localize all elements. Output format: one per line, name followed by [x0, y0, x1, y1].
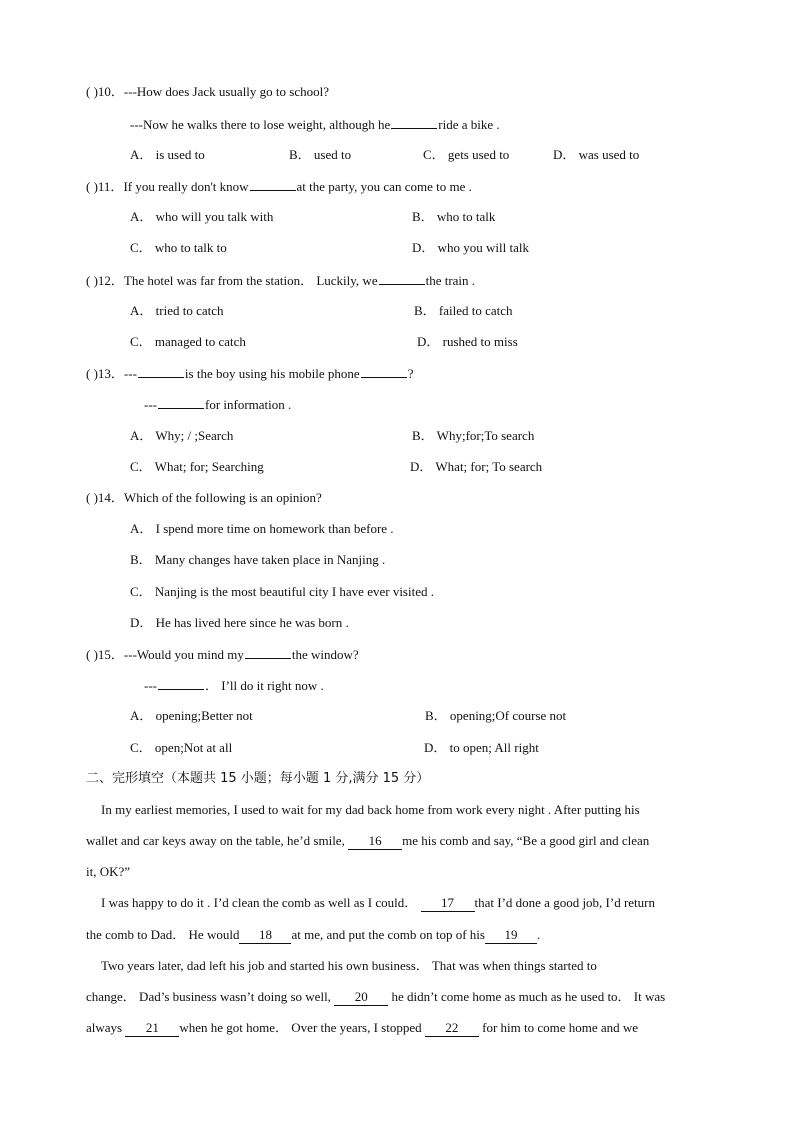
question-11-stem: ( )11．If you really don't know at the party, you can come to me . [86, 179, 472, 194]
question-10-option-d[interactable]: D． was used to [553, 147, 640, 162]
answer-blank[interactable] [379, 272, 425, 285]
passage-line: it, OK?” [86, 864, 131, 879]
answer-blank[interactable] [361, 365, 407, 378]
question-15-reply: --- ． I’ll do it right now . [144, 678, 324, 693]
cloze-blank-21[interactable]: 21 [125, 1020, 179, 1037]
question-number: ( )12． [86, 273, 124, 288]
answer-blank[interactable] [158, 677, 204, 690]
passage-line: Two years later, dad left his job and started his own business． That was when things started to [101, 958, 597, 973]
cloze-blank-19[interactable]: 19 [485, 927, 537, 944]
question-13-stem: ( )13．--- is the boy using his mobile phone ? [86, 366, 414, 381]
question-10-stem: ( )10．---How does Jack usually go to school? [86, 84, 329, 99]
question-number: ( )13． [86, 366, 124, 381]
question-13-option-a[interactable]: A． Why; / ;Search [130, 428, 234, 443]
passage-line: change． Dad’s business wasn’t doing so well, 20 he didn’t come home as much as he used to． It was [86, 989, 666, 1004]
question-14-option-d[interactable]: D． He has lived here since he was born . [130, 615, 349, 630]
answer-blank[interactable] [250, 178, 296, 191]
question-12-option-b[interactable]: B． failed to catch [414, 303, 513, 318]
question-12-option-a[interactable]: A． tried to catch [130, 303, 224, 318]
passage-line: In my earliest memories, I used to wait for my dad back home from work every night . After putting his [101, 802, 640, 817]
passage-line: the comb to Dad． He would 18 at me, and put the comb on top of his 19 . [86, 927, 541, 942]
answer-blank[interactable] [391, 116, 437, 129]
question-13-option-c[interactable]: C． What; for; Searching [130, 459, 264, 474]
question-10-option-a[interactable]: A． is used to [130, 147, 205, 162]
question-11-option-d[interactable]: D． who you will talk [412, 240, 529, 255]
question-14-option-c[interactable]: C． Nanjing is the most beautiful city I have ever visited . [130, 584, 434, 599]
section-heading-cloze: 二、完形填空（本题共 15 小题；每小题 1 分,满分 15 分） [86, 771, 430, 786]
question-number: ( )15． [86, 647, 124, 662]
question-12-option-d[interactable]: D． rushed to miss [417, 334, 518, 349]
question-12-stem: ( )12．The hotel was far from the station． Luckily, we the train . [86, 273, 476, 288]
question-14-option-a[interactable]: A． I spend more time on homework than before . [130, 521, 394, 536]
question-number: ( )14． [86, 490, 124, 505]
question-14-stem: ( )14．Which of the following is an opinion? [86, 490, 322, 505]
cloze-blank-18[interactable]: 18 [239, 927, 291, 944]
answer-blank[interactable] [138, 365, 184, 378]
question-number: ( )11． [86, 179, 124, 194]
question-15-stem: ( )15．---Would you mind my the window? [86, 647, 359, 662]
question-15-option-d[interactable]: D． to open; All right [424, 740, 539, 755]
question-10-option-c[interactable]: C． gets used to [423, 147, 510, 162]
answer-blank[interactable] [158, 396, 204, 409]
question-15-option-a[interactable]: A． opening;Better not [130, 708, 253, 723]
passage-line: I was happy to do it . I’d clean the comb as well as I could． 17 that I’d done a good job, I’d return [101, 895, 656, 910]
question-12-option-c[interactable]: C． managed to catch [130, 334, 246, 349]
cloze-blank-17[interactable]: 17 [421, 895, 475, 912]
cloze-blank-16[interactable]: 16 [348, 833, 402, 850]
question-13-reply: --- for information . [144, 397, 292, 412]
question-13-option-b[interactable]: B． Why;for;To search [412, 428, 535, 443]
question-15-option-b[interactable]: B． opening;Of course not [425, 708, 567, 723]
question-14-option-b[interactable]: B． Many changes have taken place in Nanjing . [130, 552, 386, 567]
cloze-blank-20[interactable]: 20 [334, 989, 388, 1006]
passage-line: always 21 when he got home． Over the years, I stopped 22 for him to come home and we [86, 1020, 639, 1035]
question-11-option-c[interactable]: C． who to talk to [130, 240, 227, 255]
question-11-option-b[interactable]: B． who to talk [412, 209, 496, 224]
cloze-blank-22[interactable]: 22 [425, 1020, 479, 1037]
question-15-option-c[interactable]: C． open;Not at all [130, 740, 233, 755]
question-10-reply: ---Now he walks there to lose weight, although he ride a bike . [130, 117, 500, 132]
question-13-option-d[interactable]: D． What; for; To search [410, 459, 543, 474]
question-10-option-b[interactable]: B． used to [289, 147, 352, 162]
answer-blank[interactable] [245, 646, 291, 659]
question-11-option-a[interactable]: A． who will you talk with [130, 209, 274, 224]
question-number: ( )10． [86, 84, 124, 99]
passage-line: wallet and car keys away on the table, he’d smile, 16 me his comb and say, “Be a good girl and clean [86, 833, 650, 848]
